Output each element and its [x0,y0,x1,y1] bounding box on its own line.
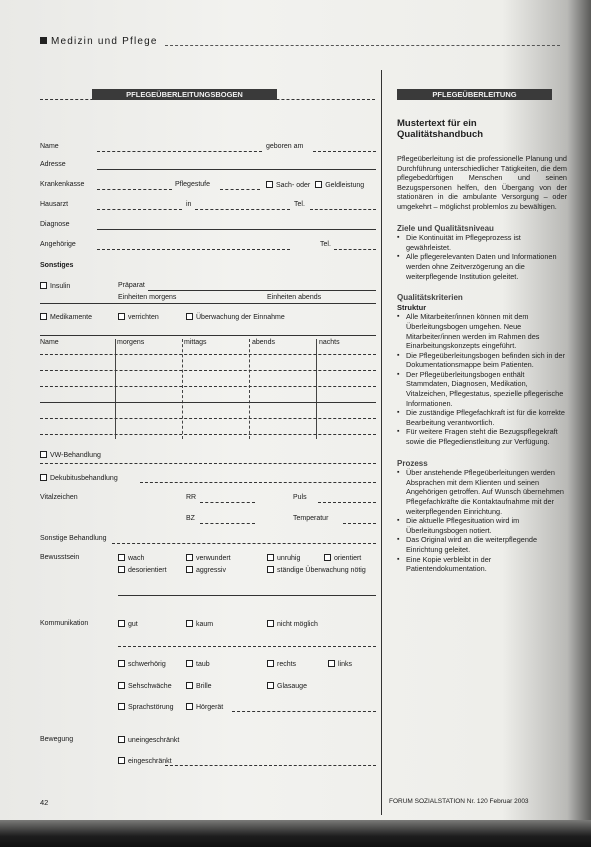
care-level-field[interactable] [220,189,260,190]
process-item: ▪ Die aktuelle Pflegesituation wird im Überleitungsbogen notiert. [397,516,567,535]
consciousness-notes-field[interactable] [118,595,376,596]
consciousness-option: ständige Überwachung nötig [267,566,366,574]
aggressive-checkbox[interactable] [186,566,193,573]
communication-option: kaum [186,620,213,628]
administer-option: verrichten [118,313,159,321]
process-item: ▪ Eine Kopie verbleibt in der Patientendokumentation. [397,555,567,574]
med-row[interactable] [40,370,376,371]
article-title: Mustertext für ein Qualitätshandbuch [397,118,484,140]
medication-rule [40,335,376,336]
units-morning-label: Einheiten morgens [118,294,177,301]
structure-heading: Struktur [397,302,427,312]
unrestricted-checkbox[interactable] [118,736,125,743]
address-field[interactable] [97,169,376,170]
consciousness-option: wach [118,554,144,562]
process-heading: Prozess [397,458,428,468]
units-field[interactable] [40,303,376,304]
relatives-phone-label: Tel. [320,241,331,248]
diagnosis-field[interactable] [97,229,376,230]
monitor-intake-checkbox[interactable] [186,313,193,320]
gp-city-field[interactable] [195,209,290,210]
gp-city-label: in [186,201,192,208]
consciousness-option: desorientiert [118,566,167,574]
birthdate-field[interactable] [313,151,376,152]
mobility-option: eingeschränkt [118,757,172,765]
diagnosis-label: Diagnose [40,221,70,228]
form-title-banner: PFLEGEÜBERLEITUNGSBOGEN [92,89,277,100]
wound-care-option: VW-Behandlung [40,451,101,459]
communication-option: Brille [186,682,212,690]
comm-good-checkbox[interactable] [118,620,125,627]
square-bullet-icon [40,37,47,44]
glass-eye-checkbox[interactable] [267,682,274,689]
birthdate-label: geboren am [266,143,304,150]
medication-option: Medikamente [40,313,92,321]
insulin-option: Insulin [40,282,70,290]
communication-option: Sprachstörung [118,703,174,711]
restricted-checkbox[interactable] [118,757,125,764]
communication-option: Hörgerät [186,703,223,711]
monitor-intake-option: Überwachung der Einnahme [186,313,285,321]
structure-item: ▪ Der Pflegeüberleitungsbogen enthält Stammdaten, Diagnosen, Medikation, Vitalzeichen, Pflegestatus, spezielle pflegerische Informationen. [397,370,567,408]
goals-item: ▪ Die Kontinuität im Pflegeprozess ist gewährleistet. [397,233,567,252]
gp-phone-label: Tel. [294,201,305,208]
insulin-checkbox[interactable] [40,282,47,289]
blood-sugar-field[interactable] [200,523,255,524]
address-label: Adresse [40,161,66,168]
pulse-field[interactable] [318,502,376,503]
hard-of-hearing-checkbox[interactable] [118,660,125,667]
confused-checkbox[interactable] [186,554,193,561]
restless-checkbox[interactable] [267,554,274,561]
benefit-type: Sach- oder Geldleistung [266,181,364,189]
temperature-field[interactable] [343,523,376,524]
name-label: Name [40,143,59,150]
consciousness-option: unruhig [267,554,300,562]
section-title-banner: PFLEGEÜBERLEITUNG [397,89,552,100]
publication-footer: FORUM SOZIALSTATION Nr. 120 Februar 2003 [389,798,529,805]
communication-option: rechts [267,660,296,668]
communication-option: schwerhörig [118,660,166,668]
process-item: ▪ Das Original wird an die weiterpflegende Einrichtung geleitet. [397,535,567,554]
oriented-checkbox[interactable] [324,554,331,561]
administer-checkbox[interactable] [118,313,125,320]
structure-item: ▪ Alle Mitarbeiter/innen können mit dem Überleitungsbogen umgehen. Neue Mitarbeiter/innen werden im Rahmen des Einarbeitungskonzepts eingeführt. [397,312,567,350]
mobility-notes-field[interactable] [165,765,376,766]
med-row[interactable] [40,434,376,435]
page-number: 42 [40,798,49,807]
right-checkbox[interactable] [267,660,274,667]
care-level-label: Pflegestufe [175,181,211,188]
consciousness-option: verwundert [186,554,231,562]
cash-benefit-checkbox[interactable] [315,181,322,188]
relatives-label: Angehörige [40,241,76,248]
scan-edge-shadow [0,820,591,847]
misc-label: Sonstiges [40,262,74,269]
wound-care-field[interactable] [40,463,376,464]
right-column [397,118,567,574]
awake-checkbox[interactable] [118,554,125,561]
comm-impossible-checkbox[interactable] [267,620,274,627]
gp-phone-field[interactable] [310,209,376,210]
process-item: ▪ Über anstehende Pflegeüberleitungen werden Absprachen mit dem Klienten und seinen Angehörigen getroffen. Auf Wunsch übernehmen Pflegefachkräfte die Kontaktaufnahme mit der weiterpflegenden Einrichtung. [397,468,567,516]
mobility-option: uneingeschränkt [118,736,179,744]
pressure-ulcer-option: Dekubitusbehandlung [40,474,118,482]
glasses-checkbox[interactable] [186,682,193,689]
gp-field[interactable] [97,209,182,210]
relatives-field[interactable] [97,249,290,250]
constant-monitoring-checkbox[interactable] [267,566,274,573]
preparation-label: Präparat [118,282,145,289]
structure-item: ▪ Die zuständige Pflegefachkraft ist für die korrekte Bearbeitung verantwortlich. [397,408,567,427]
structure-item: ▪ Für weitere Fragen steht die Bezugspflegekraft sowie die Pflegedienstleitung zur Verfügung. [397,427,567,446]
consciousness-option: orientiert [324,554,361,562]
vitals-label: Vitalzeichen [40,494,78,501]
communication-option: nicht möglich [267,620,318,628]
benefit-in-kind-checkbox[interactable] [266,181,273,188]
consciousness-option: aggressiv [186,566,226,574]
section-header: Medizin und Pflege [40,36,158,47]
communication-option: Glasauge [267,682,307,690]
mobility-label: Bewegung [40,736,74,743]
speech-disorder-checkbox[interactable] [118,703,125,710]
intro-paragraph: Pflegeüberleitung ist die professionelle Planung und Durchführung unterschiedlicher Tätigkeiten, die dem pflegebedürftigen Menschen und seinen Bezugspersonen helfen, den Übergang von der stationären in die ambulante Versorgung – oder umgekehrt – möglichst problemlos zu bewältigen. [397,154,567,211]
column-divider [381,70,382,815]
temperature-label: Temperatur [293,515,329,522]
med-col-night: nachts [319,339,340,346]
pressure-ulcer-field[interactable] [140,482,376,483]
consciousness-label: Bewusstsein [40,554,80,561]
communication-rule [118,646,376,647]
blood-pressure-field[interactable] [200,502,255,503]
pulse-label: Puls [293,494,307,501]
med-row[interactable] [40,386,376,387]
deaf-checkbox[interactable] [186,660,193,667]
communication-label: Kommunikation [40,620,89,627]
goals-heading: Ziele und Qualitätsniveau [397,223,494,233]
pressure-ulcer-checkbox[interactable] [40,474,47,481]
insurance-field[interactable] [97,189,172,190]
insurance-label: Krankenkasse [40,181,85,188]
med-col-noon: mittags [184,339,207,346]
med-col-evening: abends [252,339,275,346]
structure-item: ▪ Die Pflegeüberleitungsbogen befinden sich in der Dokumentationsmappe beim Patienten. [397,351,567,370]
other-treatment-label: Sonstige Behandlung [40,535,107,542]
wound-care-checkbox[interactable] [40,451,47,458]
left-checkbox[interactable] [328,660,335,667]
units-evening-label: Einheiten abends [267,294,322,301]
goals-item: ▪ Alle pflegerelevanten Daten und Informationen werden ohne Zeitverzögerung an die weiterpflegende Institution geleitet. [397,252,567,281]
preparation-field[interactable] [148,290,376,291]
poor-vision-checkbox[interactable] [118,682,125,689]
hearing-aid-checkbox[interactable] [186,703,193,710]
medication-checkbox[interactable] [40,313,47,320]
communication-option: gut [118,620,138,628]
other-treatment-field[interactable] [112,543,376,544]
med-row[interactable] [40,354,376,355]
relatives-phone-field[interactable] [334,249,376,250]
criteria-heading: Qualitätskriterien [397,293,463,303]
comm-barely-checkbox[interactable] [186,620,193,627]
header-rule [165,45,560,46]
disoriented-checkbox[interactable] [118,566,125,573]
communication-option: links [328,660,352,668]
blood-sugar-label: BZ [186,515,195,522]
med-col-morning: morgens [117,339,145,346]
name-field[interactable] [97,151,262,152]
med-row[interactable] [40,418,376,419]
communication-notes-field[interactable] [232,711,376,712]
communication-option: taub [186,660,210,668]
med-col-name: Name [40,339,59,346]
blood-pressure-label: RR [186,494,197,501]
gp-label: Hausarzt [40,201,69,208]
med-row[interactable] [40,402,376,403]
communication-option: Sehschwäche [118,682,172,690]
